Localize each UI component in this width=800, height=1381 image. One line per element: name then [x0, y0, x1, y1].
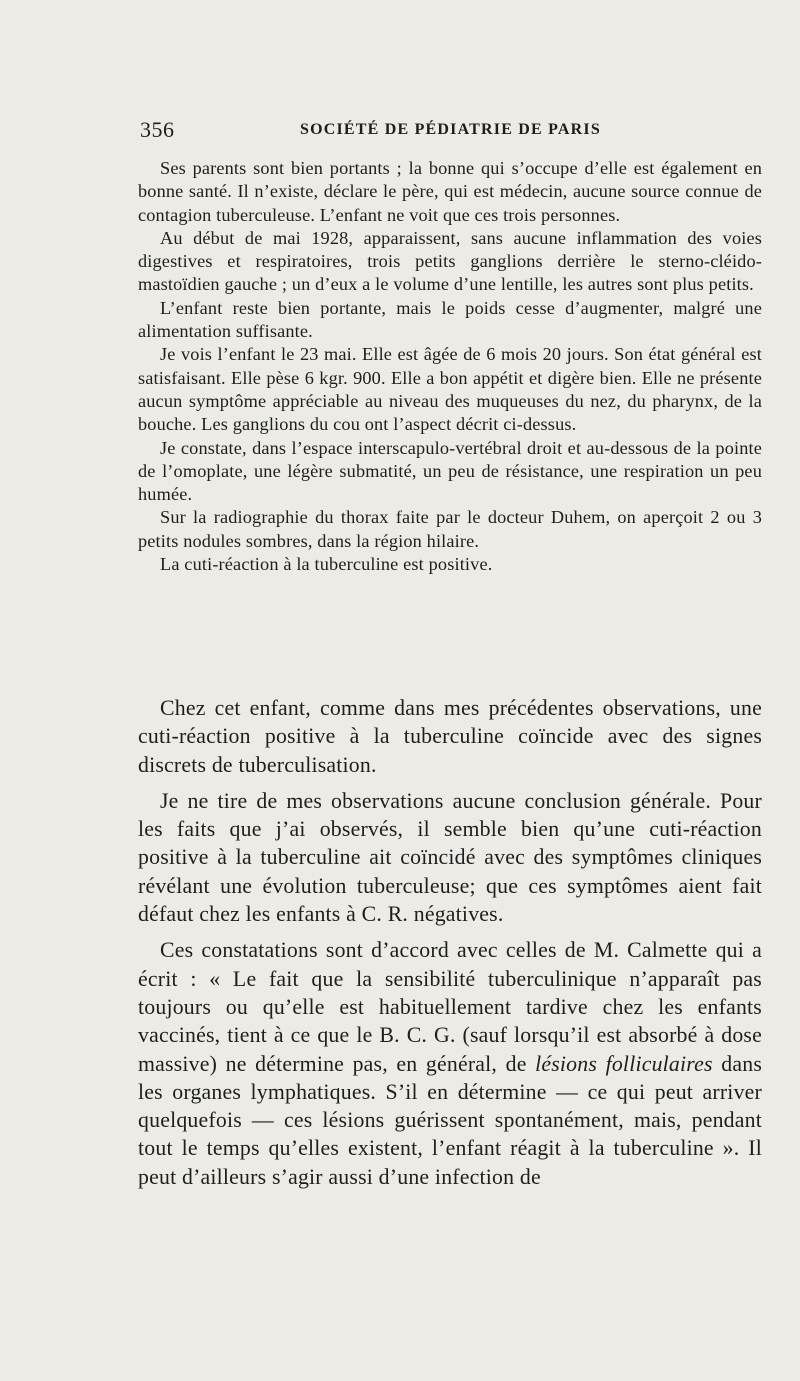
text-run: Ces constatations sont d’accord avec celles de M. Calmette qui a écrit : « Le fait que la sensibilité tuberculinique n’apparaît pas toujours ou qu’elle est habituellement tardive chez les enfants vaccinés, tient à ce que le B. C. G. (sauf lorsqu’il est absorbé à dose massive) ne détermine pas, en général, de	[138, 938, 762, 1076]
paragraph: Je constate, dans l’espace interscapulo-vertébral droit et au-dessous de la pointe de l’omoplate, une légère submatité, un peu de résistance, une respiration un peu humée.	[138, 437, 762, 505]
page-header	[140, 117, 760, 147]
page-number: 356	[140, 117, 175, 142]
paragraph	[138, 936, 762, 1191]
discussion-section	[138, 694, 762, 1191]
running-title: SOCIÉTÉ DE PÉDIATRIE DE PARIS	[300, 121, 601, 138]
paragraph: Je vois l’enfant le 23 mai. Elle est âgée de 6 mois 20 jours. Son état général est satisfaisant. Elle pèse 6 kgr. 900. Elle a bon appétit et digère bien. Elle ne présente aucun symptôme appréciable au niveau des muqueuses du nez, du pharynx, de la bouche. Les ganglions du cou ont l’aspect décrit ci-dessus.	[138, 344, 762, 435]
paragraph: Au début de mai 1928, apparaissent, sans aucune inflammation des voies digestives et respiratoires, trois petits ganglions derrière le sterno-cléido-mastoïdien gauche ; un d’eux a le volume d’une lentille, les autres sont plus petits.	[138, 227, 762, 295]
italic-term: lésions folliculaires	[535, 1051, 713, 1076]
paragraph: Ses parents sont bien portants ; la bonne qui s’occupe d’elle est également en bonne santé. Il n’existe, déclare le père, qui est médecin, aucune source connue de contagion tuberculeuse. L’enfant ne voit que ces trois personnes.	[138, 158, 762, 225]
paragraph: L’enfant reste bien portante, mais le poids cesse d’augmenter, malgré une alimentation suffisante.	[138, 297, 762, 342]
paragraph: Chez cet enfant, comme dans mes précédentes observations, une cuti-réaction positive à la tuberculine coïncide avec des signes discrets de tuberculisation.	[138, 696, 762, 777]
text-run: dans les organes lymphatiques. S’il en détermine — ce qui peut arriver quelquefois — ces lésions guérissent spontanément, mais, pendant tout le temps qu’elles existent, l’enfant réagit à la tuberculine ». Il peut d’ailleurs s’agir aussi d’une infection de	[138, 1051, 762, 1189]
case-report-section	[138, 157, 762, 576]
paragraph: Sur la radiographie du thorax faite par le docteur Duhem, on aperçoit 2 ou 3 petits nodules sombres, dans la région hilaire.	[138, 507, 762, 551]
paragraph: Je ne tire de mes observations aucune conclusion générale. Pour les faits que j’ai observés, il semble bien qu’une cuti-réaction positive à la tuberculine ait coïncidé avec des symptômes cliniques révélant une évolution tuberculeuse; que ces symptômes aient fait défaut chez les enfants à C. R. négatives.	[138, 788, 762, 927]
paragraph: La cuti-réaction à la tuberculine est positive.	[160, 554, 493, 575]
